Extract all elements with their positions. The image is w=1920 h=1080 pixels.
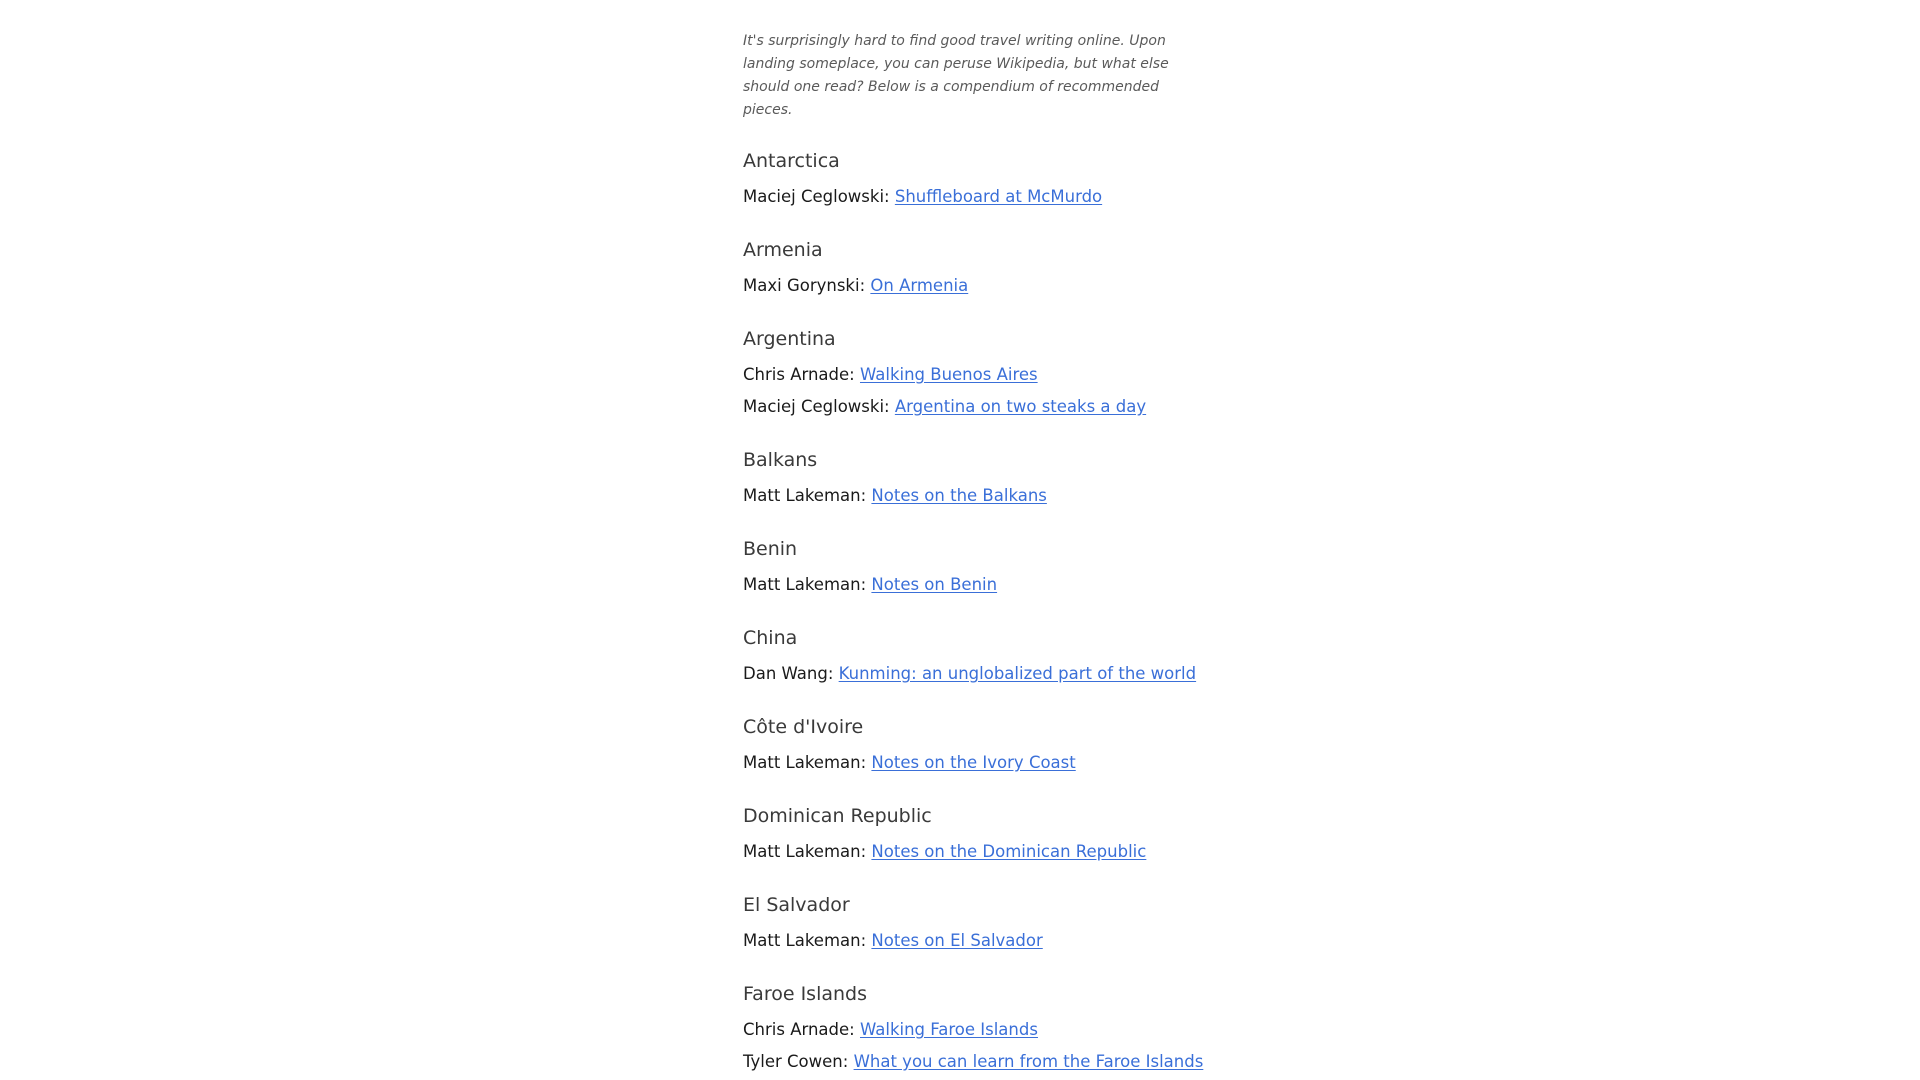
article-link[interactable]: What you can learn from the Faroe Islands	[853, 1052, 1204, 1071]
author-label: Maxi Gorynski:	[743, 276, 866, 295]
country-section	[743, 980, 1213, 1074]
article-link[interactable]: Argentina on two steaks a day	[894, 397, 1147, 416]
article-link[interactable]: On Armenia	[870, 276, 969, 295]
entry-list	[743, 840, 1213, 864]
country-heading: Faroe Islands	[743, 983, 868, 1005]
article-body	[743, 30, 1213, 1074]
article-link[interactable]: Notes on Benin	[871, 575, 998, 594]
article-link[interactable]: Notes on the Ivory Coast	[871, 753, 1076, 772]
article-link[interactable]: Kunming: an unglobalized part of the world	[838, 664, 1197, 683]
list-item	[743, 484, 1213, 508]
article-link[interactable]: Notes on the Dominican Republic	[871, 842, 1147, 861]
article-link[interactable]: Shuffleboard at McMurdo	[894, 187, 1103, 206]
article-link[interactable]: Notes on El Salvador	[871, 931, 1043, 950]
country-section	[743, 535, 1213, 597]
country-heading: Benin	[743, 538, 798, 560]
country-heading: Antarctica	[743, 150, 840, 172]
author-label: Matt Lakeman:	[743, 486, 867, 505]
list-item	[743, 1018, 1213, 1042]
country-heading: Argentina	[743, 328, 836, 350]
country-section	[743, 802, 1213, 864]
list-item	[743, 185, 1213, 209]
author-label: Chris Arnade:	[743, 365, 855, 384]
list-item	[743, 751, 1213, 775]
sections-list	[743, 147, 1213, 1074]
author-label: Dan Wang:	[743, 664, 834, 683]
list-item	[743, 573, 1213, 597]
entry-list	[743, 1018, 1213, 1074]
list-item	[743, 929, 1213, 953]
article-link[interactable]: Notes on the Balkans	[871, 486, 1047, 505]
country-heading: El Salvador	[743, 894, 850, 916]
article-link[interactable]: Walking Faroe Islands	[859, 1020, 1038, 1039]
author-label: Matt Lakeman:	[743, 575, 867, 594]
author-label: Maciej Ceglowski:	[743, 187, 890, 206]
author-label: Matt Lakeman:	[743, 842, 867, 861]
list-item	[743, 840, 1213, 864]
entry-list	[743, 484, 1213, 508]
author-label: Matt Lakeman:	[743, 931, 867, 950]
intro-text: It's surprisingly hard to find good travel writing online. Upon landing someplace, you can peruse Wikipedia, but what else should one read? Below is a compendium of recommended pieces.	[743, 33, 1169, 118]
article-link[interactable]: Walking Buenos Aires	[859, 365, 1038, 384]
entry-list	[743, 662, 1213, 686]
entry-list	[743, 363, 1213, 419]
country-section	[743, 236, 1213, 298]
country-section	[743, 325, 1213, 419]
country-section	[743, 624, 1213, 686]
author-label: Maciej Ceglowski:	[743, 397, 890, 416]
list-item	[743, 1050, 1213, 1074]
list-item	[743, 395, 1213, 419]
entry-list	[743, 185, 1213, 209]
country-heading: Côte d'Ivoire	[743, 716, 864, 738]
list-item	[743, 363, 1213, 387]
author-label: Chris Arnade:	[743, 1020, 855, 1039]
country-section	[743, 446, 1213, 508]
list-item	[743, 274, 1213, 298]
author-label: Matt Lakeman:	[743, 753, 867, 772]
country-section	[743, 147, 1213, 209]
country-heading: China	[743, 627, 798, 649]
author-label: Tyler Cowen:	[743, 1052, 849, 1071]
list-item	[743, 662, 1213, 686]
entry-list	[743, 573, 1213, 597]
country-section	[743, 891, 1213, 953]
country-heading: Dominican Republic	[743, 805, 932, 827]
entry-list	[743, 929, 1213, 953]
country-section	[743, 713, 1213, 775]
entry-list	[743, 751, 1213, 775]
country-heading: Balkans	[743, 449, 818, 471]
country-heading: Armenia	[743, 239, 823, 261]
entry-list	[743, 274, 1213, 298]
